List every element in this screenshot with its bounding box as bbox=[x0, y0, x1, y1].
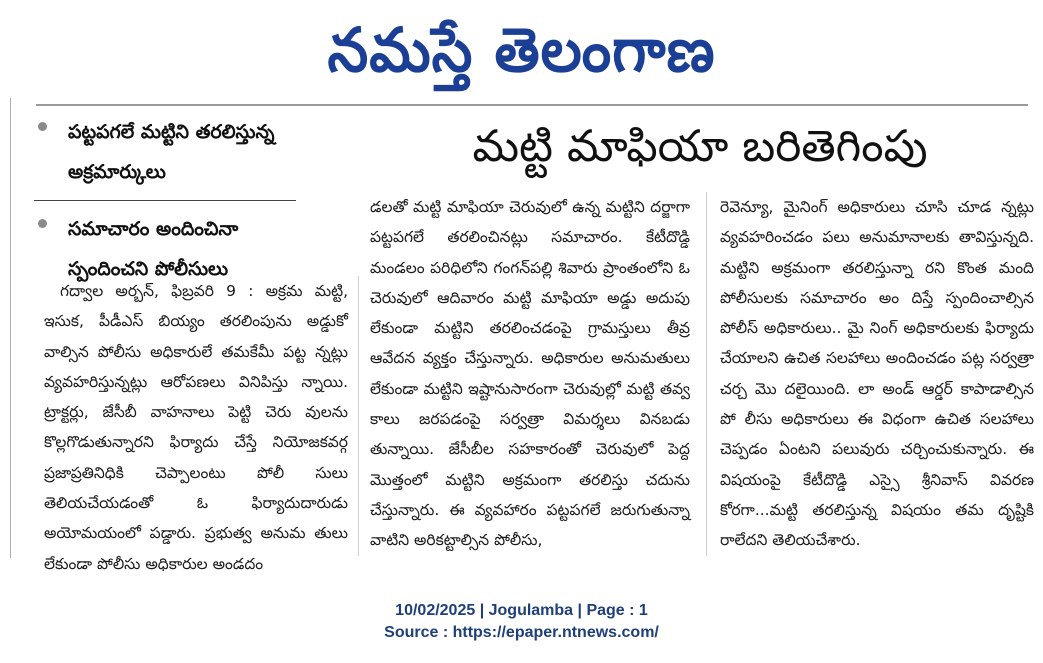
article-column-1: గద్వాల అర్బన్, ఫిబ్రవరి 9 : అక్రమ మట్టి, ఇసుక, పీడీఎస్ బియ్యం తరలింపును అడ్డుకో వాల్సిన పోలీసు అధికారులే తమకేమీ పట్ట న్నట్లు వ్యవహరిస్తున్నట్లు ఆరోపణలు వినిపిస్తు న్నాయి. ట్రాక్టర్లు, జేసీబీ వాహనాలు పెట్టి చెరు వులను కొల్లగొడుతున్నారని ఫిర్యాదు చేస్తే నియోజకవర్గ ప్రజాప్రతినిధికి చెప్పాలంటు పోలీ సులు తెలియచేయడంతో ఓ ఫిర్యాదుదారుడు అయోమయంలో పడ్డారు. ప్రభుత్వ అనుమ తులు లేకుండా పోలీసు అధికారుల అండదం bbox=[44, 282, 348, 573]
subheadline-text: సమాచారం అందించినా స్పందించని పోలీసులు bbox=[68, 218, 239, 280]
article-column-3: రెవెన్యూ, మైనింగ్ అధికారులు చూసి చూడ న్నట్లు వ్యవహరించడం పలు అనుమానాలకు తావిస్తున్నది. మట్టిని అక్రమంగా తరలిస్తున్నా రని కొంత మంది పోలీసులకు సమాచారం అం దిస్తే స్పందించాల్సిన పోలీస్ అధికారులు.. మై నింగ్ అధికారులకు ఫిర్యాదు చేయాలని ఉచిత సలహాలు అందించడం పట్ల సర్వత్రా చర్చ మొ దలైయింది. లా అండ్ ఆర్డర్ కాపాడాల్సిన పో లీసు అధికారులు ఈ విధంగా ఉచిత సలహాలు చెప్పడం ఏంటని పలువురు చర్చించుకున్నారు. ఈ విషయంపై కేటీదొడ్డి ఎస్సై శ్రీనివాస్ వివరణ కోరగా...మట్టి తరలిస్తున్న విషయం తమ దృష్టికి రాలేదని తెలియచేశారు. bbox=[720, 198, 1034, 550]
bullet-dot-icon bbox=[38, 122, 47, 131]
newspaper-logo: నమస్తే తెలంగాణ bbox=[327, 14, 716, 86]
subheadline-bullet bbox=[34, 112, 296, 201]
bullet-dot-icon bbox=[38, 219, 47, 228]
column-divider bbox=[706, 192, 707, 556]
edition-info: 10/02/2025 | Jogulamba | Page : 1 bbox=[395, 602, 648, 619]
column-divider bbox=[358, 276, 359, 556]
page-margin-rule bbox=[10, 98, 11, 558]
masthead-divider bbox=[36, 104, 1028, 106]
article-headline: మట్టి మాఫియా బరితెగింపు bbox=[472, 121, 928, 172]
subheadline-text: పట్టపగలే మట్టిని తరలిస్తున్న అక్రమార్కులు bbox=[68, 121, 275, 183]
source-link[interactable]: Source : https://epaper.ntnews.com/ bbox=[384, 624, 659, 641]
article-column-2: డలతో మట్టి మాఫియా చెరువులో ఉన్న మట్టిని దర్జాగా పట్టపగలే తరలించినట్లు సమాచారం. కేటీదొడ్డి మండలం పరిధిలోని గంగన్‌పల్లి శివారు ప్రాంతంలోని ఓ చెరువులో ఆదివారం మట్టి మాఫియా అడ్డు అదుపు లేకుండా మట్టిని తరలించడంపై గ్రామస్తులు తీవ్ర ఆవేదన వ్యక్తం చేస్తున్నారు. అధికారుల అనుమతులు లేకుండా మట్టిని ఇష్టానుసారంగా చెరువుల్లో మట్టి తవ్వ కాలు జరపడంపై సర్వత్రా విమర్శలు వినబడు తున్నాయి. జేసీబీల సహకారంతో చెరువులో పెద్ద మొత్తంలో మట్టిని అక్రమంగా తరలిస్తు చదును చేస్తున్నారు. ఈ వ్యవహారం పట్టపగలే జరుగుతున్నా వాటిని అరికట్టాల్సిన పోలీసు, bbox=[370, 198, 690, 550]
masthead bbox=[0, 0, 1043, 100]
